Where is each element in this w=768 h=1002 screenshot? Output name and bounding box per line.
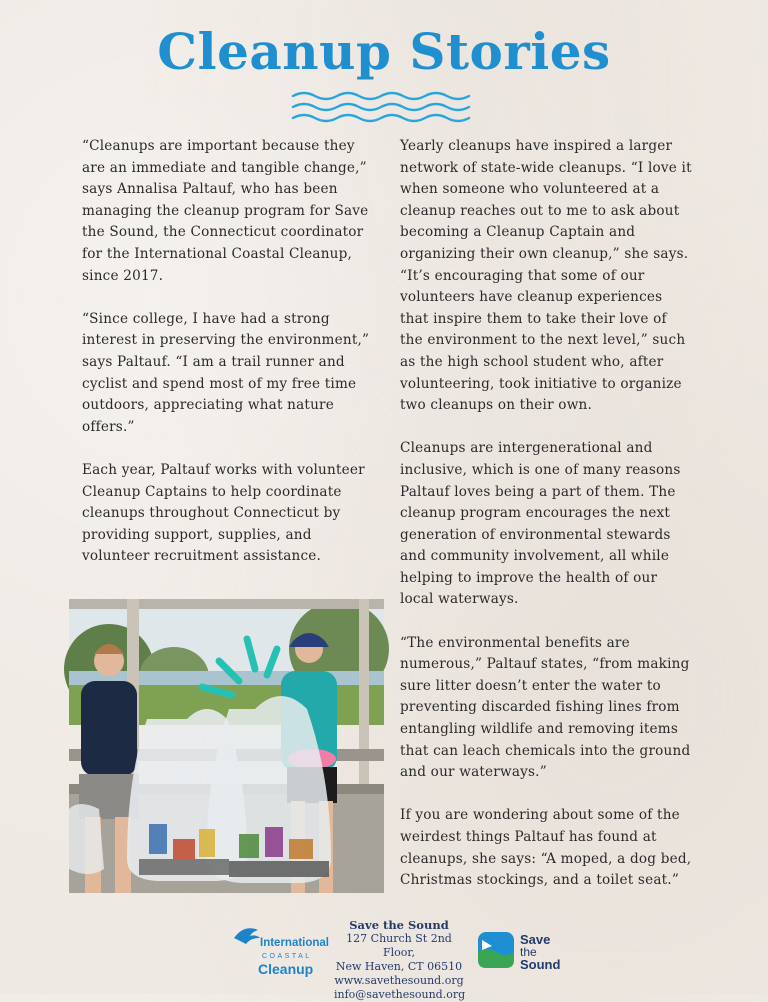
footer-org-name: Save the Sound: [349, 918, 449, 932]
wave-divider-icon: [289, 90, 479, 124]
right-column: [400, 136, 692, 913]
footer-email[interactable]: info@savethesound.org: [334, 988, 466, 1001]
icc-logo-line3: Cleanup: [258, 961, 314, 977]
paragraph: “Cleanups are important because they are an immediate and tangible change,” says Annalisa Paltauf, who has been managing the cleanup program for Save the Sound, the Connecticut coordinator for the International Coastal Cleanup, since 2017.: [82, 138, 369, 284]
footer-address-block: [334, 918, 464, 1002]
sts-logo-line1: Save: [520, 932, 551, 947]
paragraph: Yearly cleanups have inspired a larger network of state-wide cleanups. “I love it when someone who volunteered at a cleanup reaches out to me to ask about becoming a Cleanup Captain and organizing their own cleanup,” she says. “It’s encouraging that some of our volunteers have cleanup experiences that inspire them to take their love of the environment to the next level,” such as the high school student who, after volunteering, took initiative to organize two cleanups on their own.: [400, 138, 692, 414]
international-coastal-cleanup-logo: [228, 922, 330, 982]
volunteers-photo: [69, 599, 384, 893]
icc-logo-line2: COASTAL: [262, 953, 312, 960]
footer-address-line2: New Haven, CT 06510: [335, 960, 463, 973]
footer-website[interactable]: www.savethesound.org: [334, 974, 464, 987]
page-title: Cleanup Stories: [157, 22, 611, 81]
sts-logo-line3: Sound: [520, 957, 561, 972]
save-the-sound-logo: [476, 928, 572, 972]
left-column: [82, 136, 382, 589]
sts-logo-line2: the: [520, 945, 537, 959]
paragraph: “The environmental benefits are numerous,” Paltauf states, “from making sure litter doesn’t enter the water to preventing discarded fishing lines from entangling wildlife and removing items that can leach chemicals into the ground and our waterways.”: [400, 634, 691, 781]
footer-address-line1: 127 Church St 2nd Floor,: [346, 932, 452, 959]
paragraph: Each year, Paltauf works with volunteer Cleanup Captains to help coordinate cleanups throughout Connecticut by providing support, supplies, and volunteer recruitment assistance.: [82, 461, 365, 565]
paragraph: “Since college, I have had a strong interest in preserving the environment,” says Paltauf. “I am a trail runner and cyclist and spend most of my free time outdoors, appreciating what nature offers.”: [82, 310, 370, 435]
icc-logo-line1: International: [260, 937, 330, 949]
paragraph: If you are wondering about some of the weirdest things Paltauf has found at cleanups, she says: “A moped, a dog bed, Christmas stockings, and a toilet seat.”: [400, 807, 692, 889]
paragraph: Cleanups are intergenerational and inclusive, which is one of many reasons Paltauf loves being a part of them. The cleanup program encourages the next generation of environmental stewards and community involvement, all while helping to improve the health of our local waterways.: [400, 440, 681, 608]
